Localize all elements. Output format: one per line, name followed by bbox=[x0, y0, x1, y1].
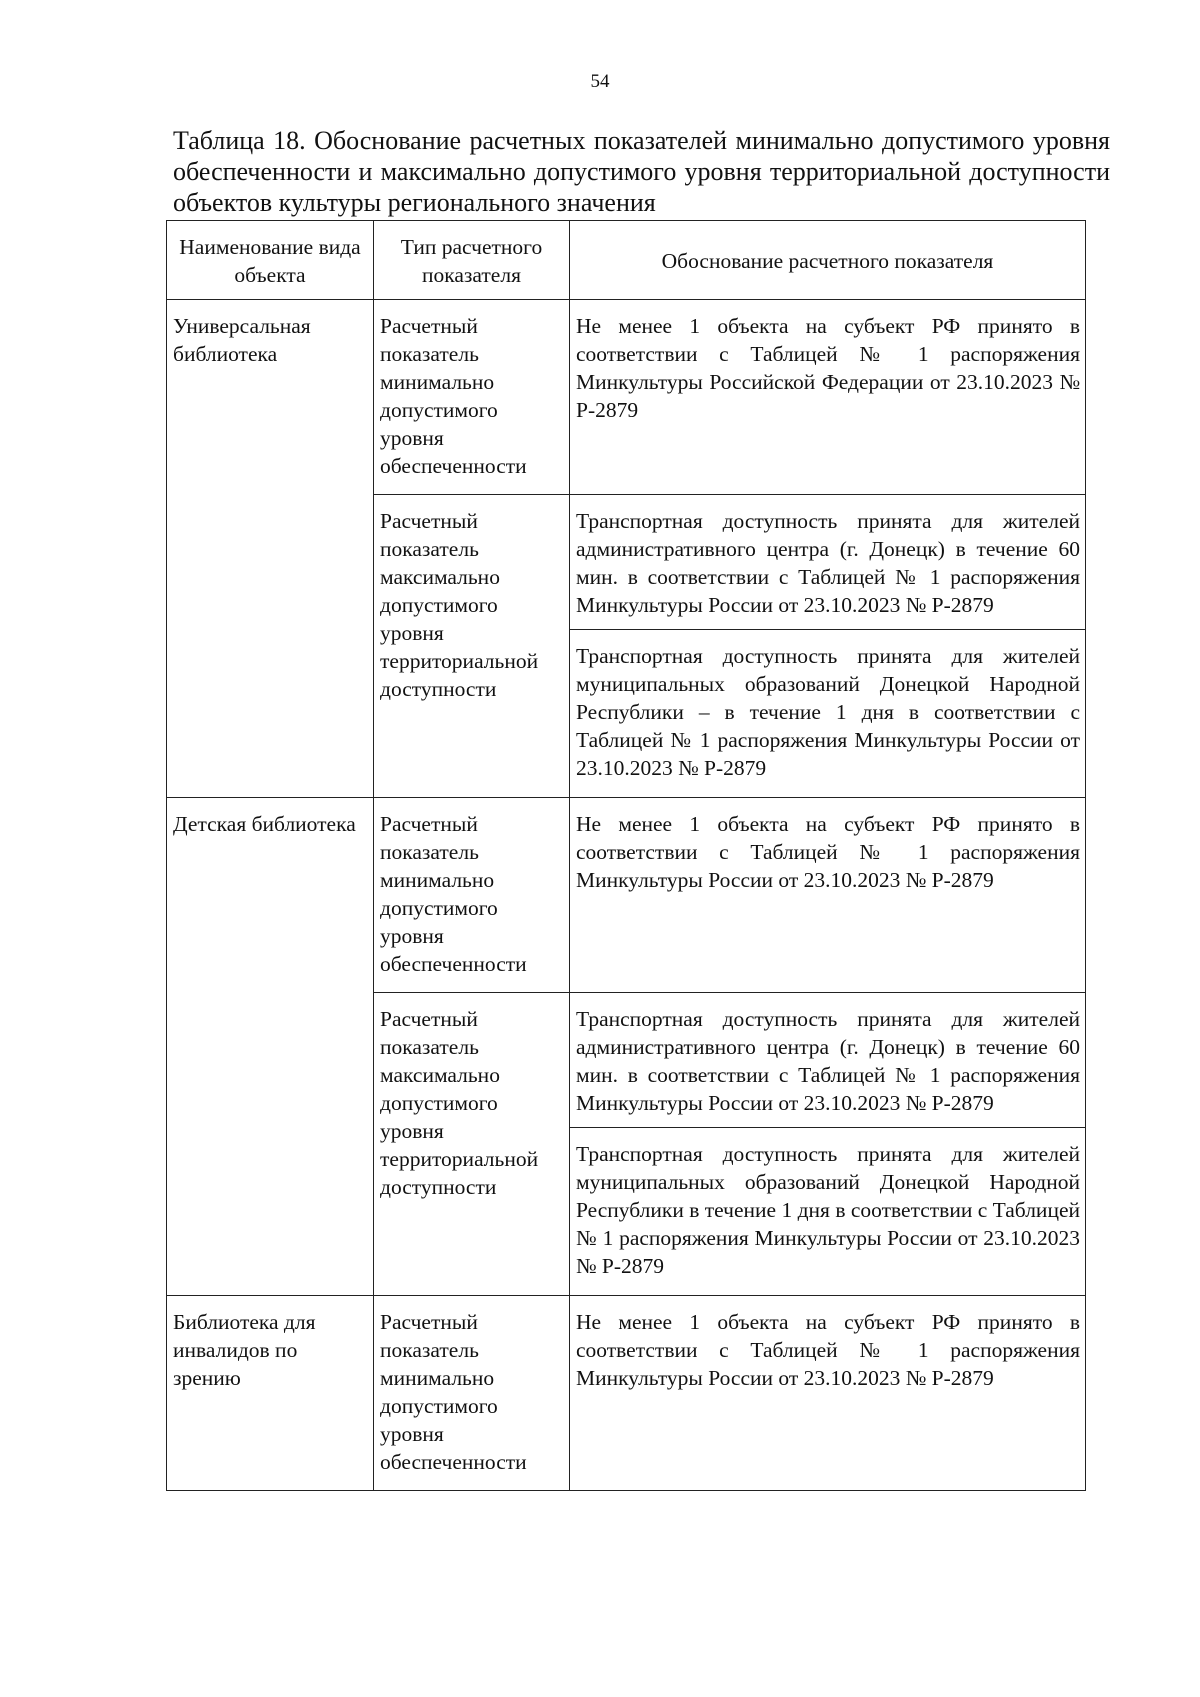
justification-cell: Транспортная доступность принята для жителей административного центра (г. Донецк) в течение 60 мин. в соответствии с Таблицей № 1 распоряжения Минкультуры России от 23.10.2023 № Р-2879 bbox=[570, 993, 1086, 1128]
indicator-type-cell: Расчетный показатель максимально допустимого уровня территориальной доступности bbox=[374, 495, 570, 798]
indicator-type-cell: Расчетный показатель минимально допустимого уровня обеспеченности bbox=[374, 798, 570, 993]
object-name-cell: Универсальная библиотека bbox=[167, 300, 374, 798]
justification-table bbox=[166, 220, 1086, 1491]
justification-cell: Не менее 1 объекта на субъект РФ принято в соответствии с Таблицей № 1 распоряжения Минкультуры России от 23.10.2023 № Р-2879 bbox=[570, 1296, 1086, 1491]
table-row bbox=[167, 300, 1086, 495]
table-caption: Таблица 18. Обоснование расчетных показателей минимально допустимого уровня обеспеченности и максимально допустимого уровня территориальной доступности объектов культуры регионального значения bbox=[173, 126, 1110, 217]
header-justification: Обоснование расчетного показателя bbox=[570, 221, 1086, 300]
table-row bbox=[167, 798, 1086, 993]
justification-cell: Транспортная доступность принята для жителей административного центра (г. Донецк) в течение 60 мин. в соответствии с Таблицей № 1 распоряжения Минкультуры России от 23.10.2023 № Р-2879 bbox=[570, 495, 1086, 630]
indicator-type-cell: Расчетный показатель минимально допустимого уровня обеспеченности bbox=[374, 1296, 570, 1491]
object-name-cell: Детская библиотека bbox=[167, 798, 374, 1296]
indicator-type-cell: Расчетный показатель минимально допустимого уровня обеспеченности bbox=[374, 300, 570, 495]
page-number: 54 bbox=[590, 71, 610, 92]
indicator-type-cell: Расчетный показатель максимально допустимого уровня территориальной доступности bbox=[374, 993, 570, 1296]
table-header-row bbox=[167, 221, 1086, 300]
object-name-cell: Библиотека для инвалидов по зрению bbox=[167, 1296, 374, 1491]
header-indicator-type: Тип расчетного показателя bbox=[374, 221, 570, 300]
justification-cell: Не менее 1 объекта на субъект РФ принято в соответствии с Таблицей № 1 распоряжения Минкультуры России от 23.10.2023 № Р-2879 bbox=[570, 798, 1086, 993]
table-row bbox=[167, 1296, 1086, 1491]
justification-cell: Транспортная доступность принята для жителей муниципальных образований Донецкой Народной Республики в течение 1 дня в соответствии с Таблицей № 1 распоряжения Минкультуры России от 23.10.2023 № Р-2879 bbox=[570, 1128, 1086, 1296]
justification-cell: Не менее 1 объекта на субъект РФ принято в соответствии с Таблицей № 1 распоряжения Минкультуры Российской Федерации от 23.10.2023 № Р-2879 bbox=[570, 300, 1086, 495]
justification-cell: Транспортная доступность принята для жителей муниципальных образований Донецкой Народной Республики – в течение 1 дня в соответствии с Таблицей № 1 распоряжения Минкультуры России от 23.10.2023 № Р-2879 bbox=[570, 630, 1086, 798]
header-object-name: Наименование вида объекта bbox=[167, 221, 374, 300]
